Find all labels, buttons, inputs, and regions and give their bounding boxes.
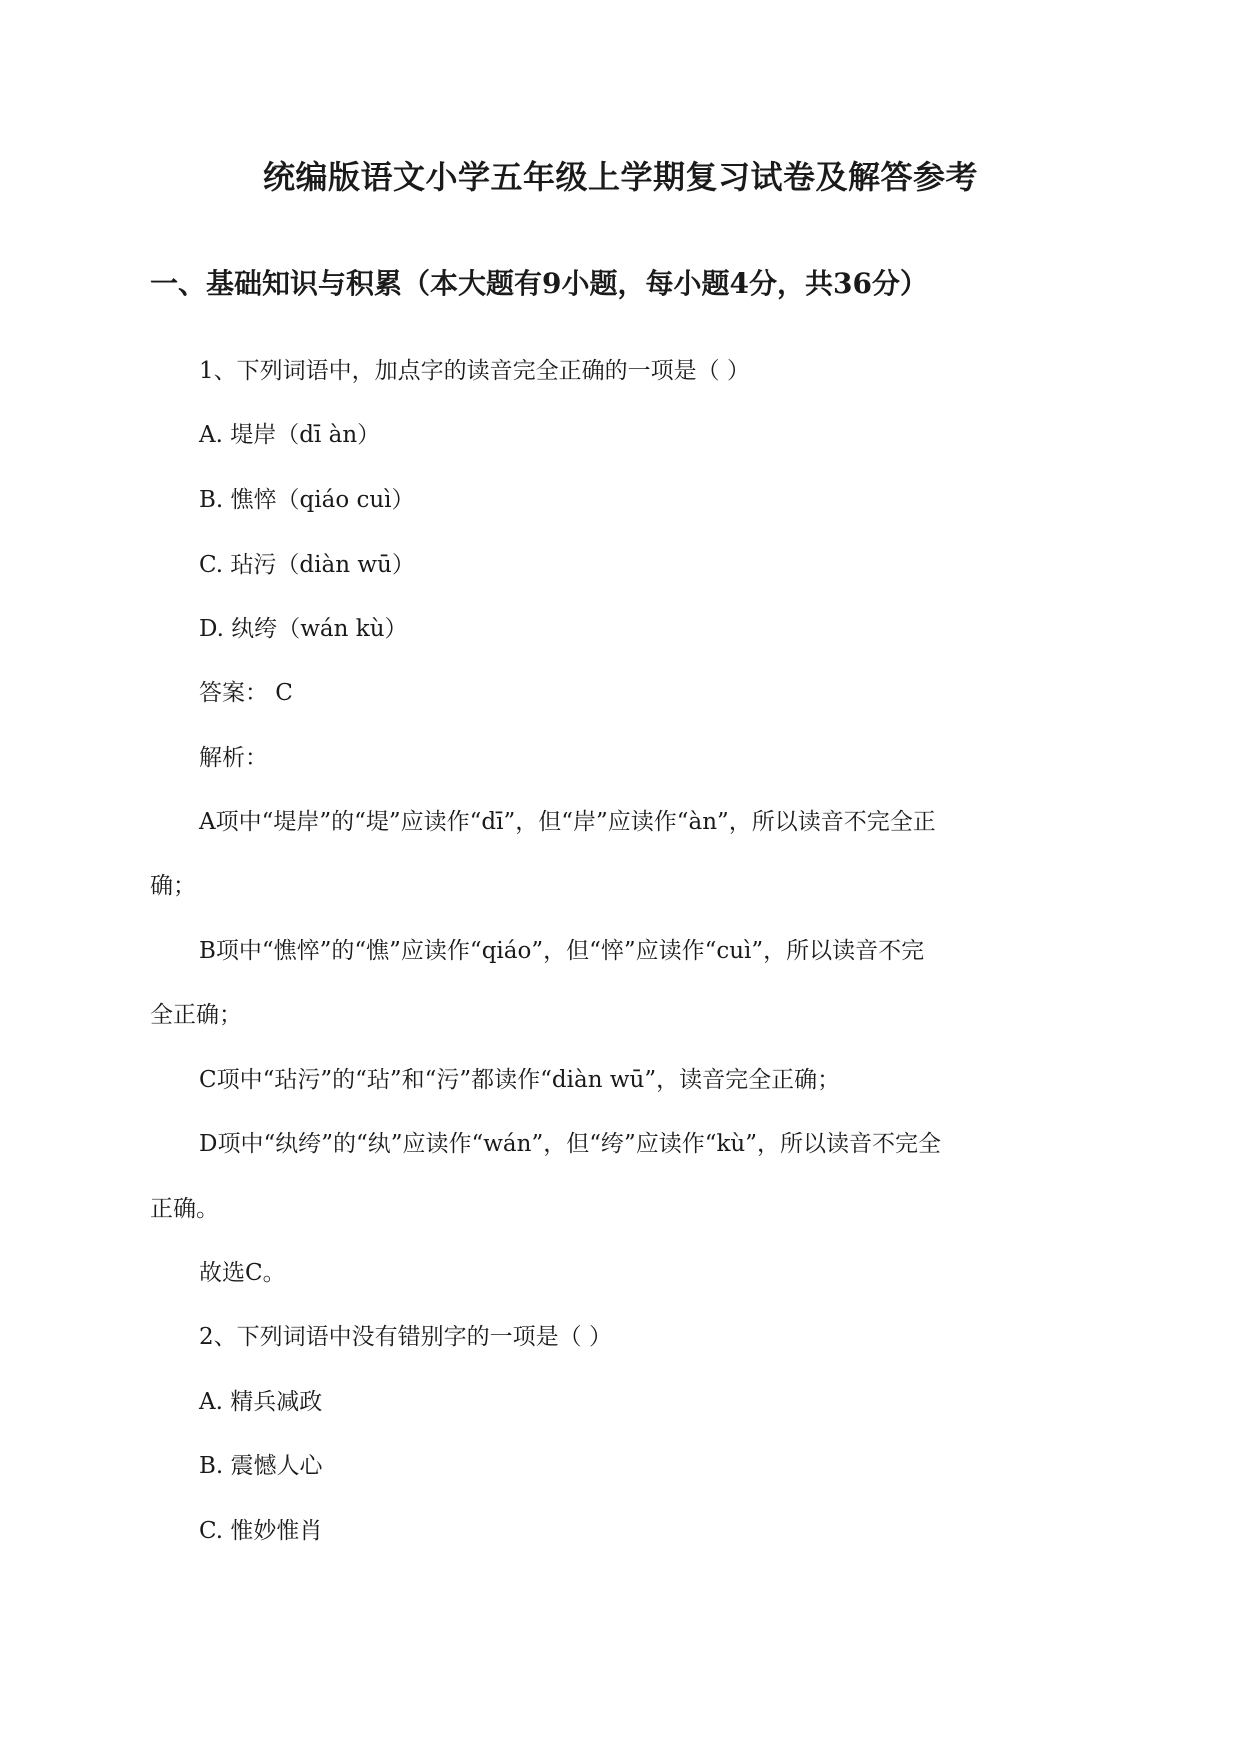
- question-1-analysis-label: 解析：: [199, 745, 268, 771]
- question-1-option-d: D. 纨绔（wán kù）: [199, 616, 408, 642]
- question-1-option-c: C. 玷污（diàn wū）: [199, 552, 415, 578]
- question-2-option-c: C. 惟妙惟肖: [199, 1518, 323, 1544]
- question-2-option-b: B. 震憾人心: [199, 1453, 323, 1479]
- question-1-option-a: A. 堤岸（dī àn）: [199, 422, 381, 448]
- question-1-conclusion: 故选C。: [199, 1260, 286, 1286]
- analysis-line: A项中“堤岸”的“堤”应读作“dī”，但“岸”应读作“àn”，所以读音不完全正: [199, 809, 936, 835]
- question-1-option-b: B. 憔悴（qiáo cuì）: [199, 487, 415, 513]
- analysis-line: C项中“玷污”的“玷”和“污”都读作“diàn wū”，读音完全正确；: [199, 1067, 841, 1093]
- question-2-option-a: A. 精兵减政: [199, 1389, 323, 1415]
- analysis-line: B项中“憔悴”的“憔”应读作“qiáo”，但“悴”应读作“cuì”，所以读音不完: [199, 938, 925, 964]
- question-2-stem: 2、下列词语中没有错别字的一项是（ ）: [199, 1324, 612, 1350]
- question-1-answer: 答案： C: [199, 680, 293, 706]
- section-heading: 一、基础知识与积累（本大题有9小题，每小题4分，共36分）: [150, 267, 928, 300]
- page-title: 统编版语文小学五年级上学期复习试卷及解答参考: [262, 158, 978, 196]
- analysis-line: 确；: [150, 873, 196, 899]
- analysis-line: 正确。: [150, 1196, 219, 1222]
- question-1-stem: 1、下列词语中，加点字的读音完全正确的一项是（ ）: [199, 358, 750, 384]
- analysis-line: D项中“纨绔”的“纨”应读作“wán”，但“绔”应读作“kù”，所以读音不完全: [199, 1131, 941, 1157]
- analysis-line: 全正确；: [150, 1002, 242, 1028]
